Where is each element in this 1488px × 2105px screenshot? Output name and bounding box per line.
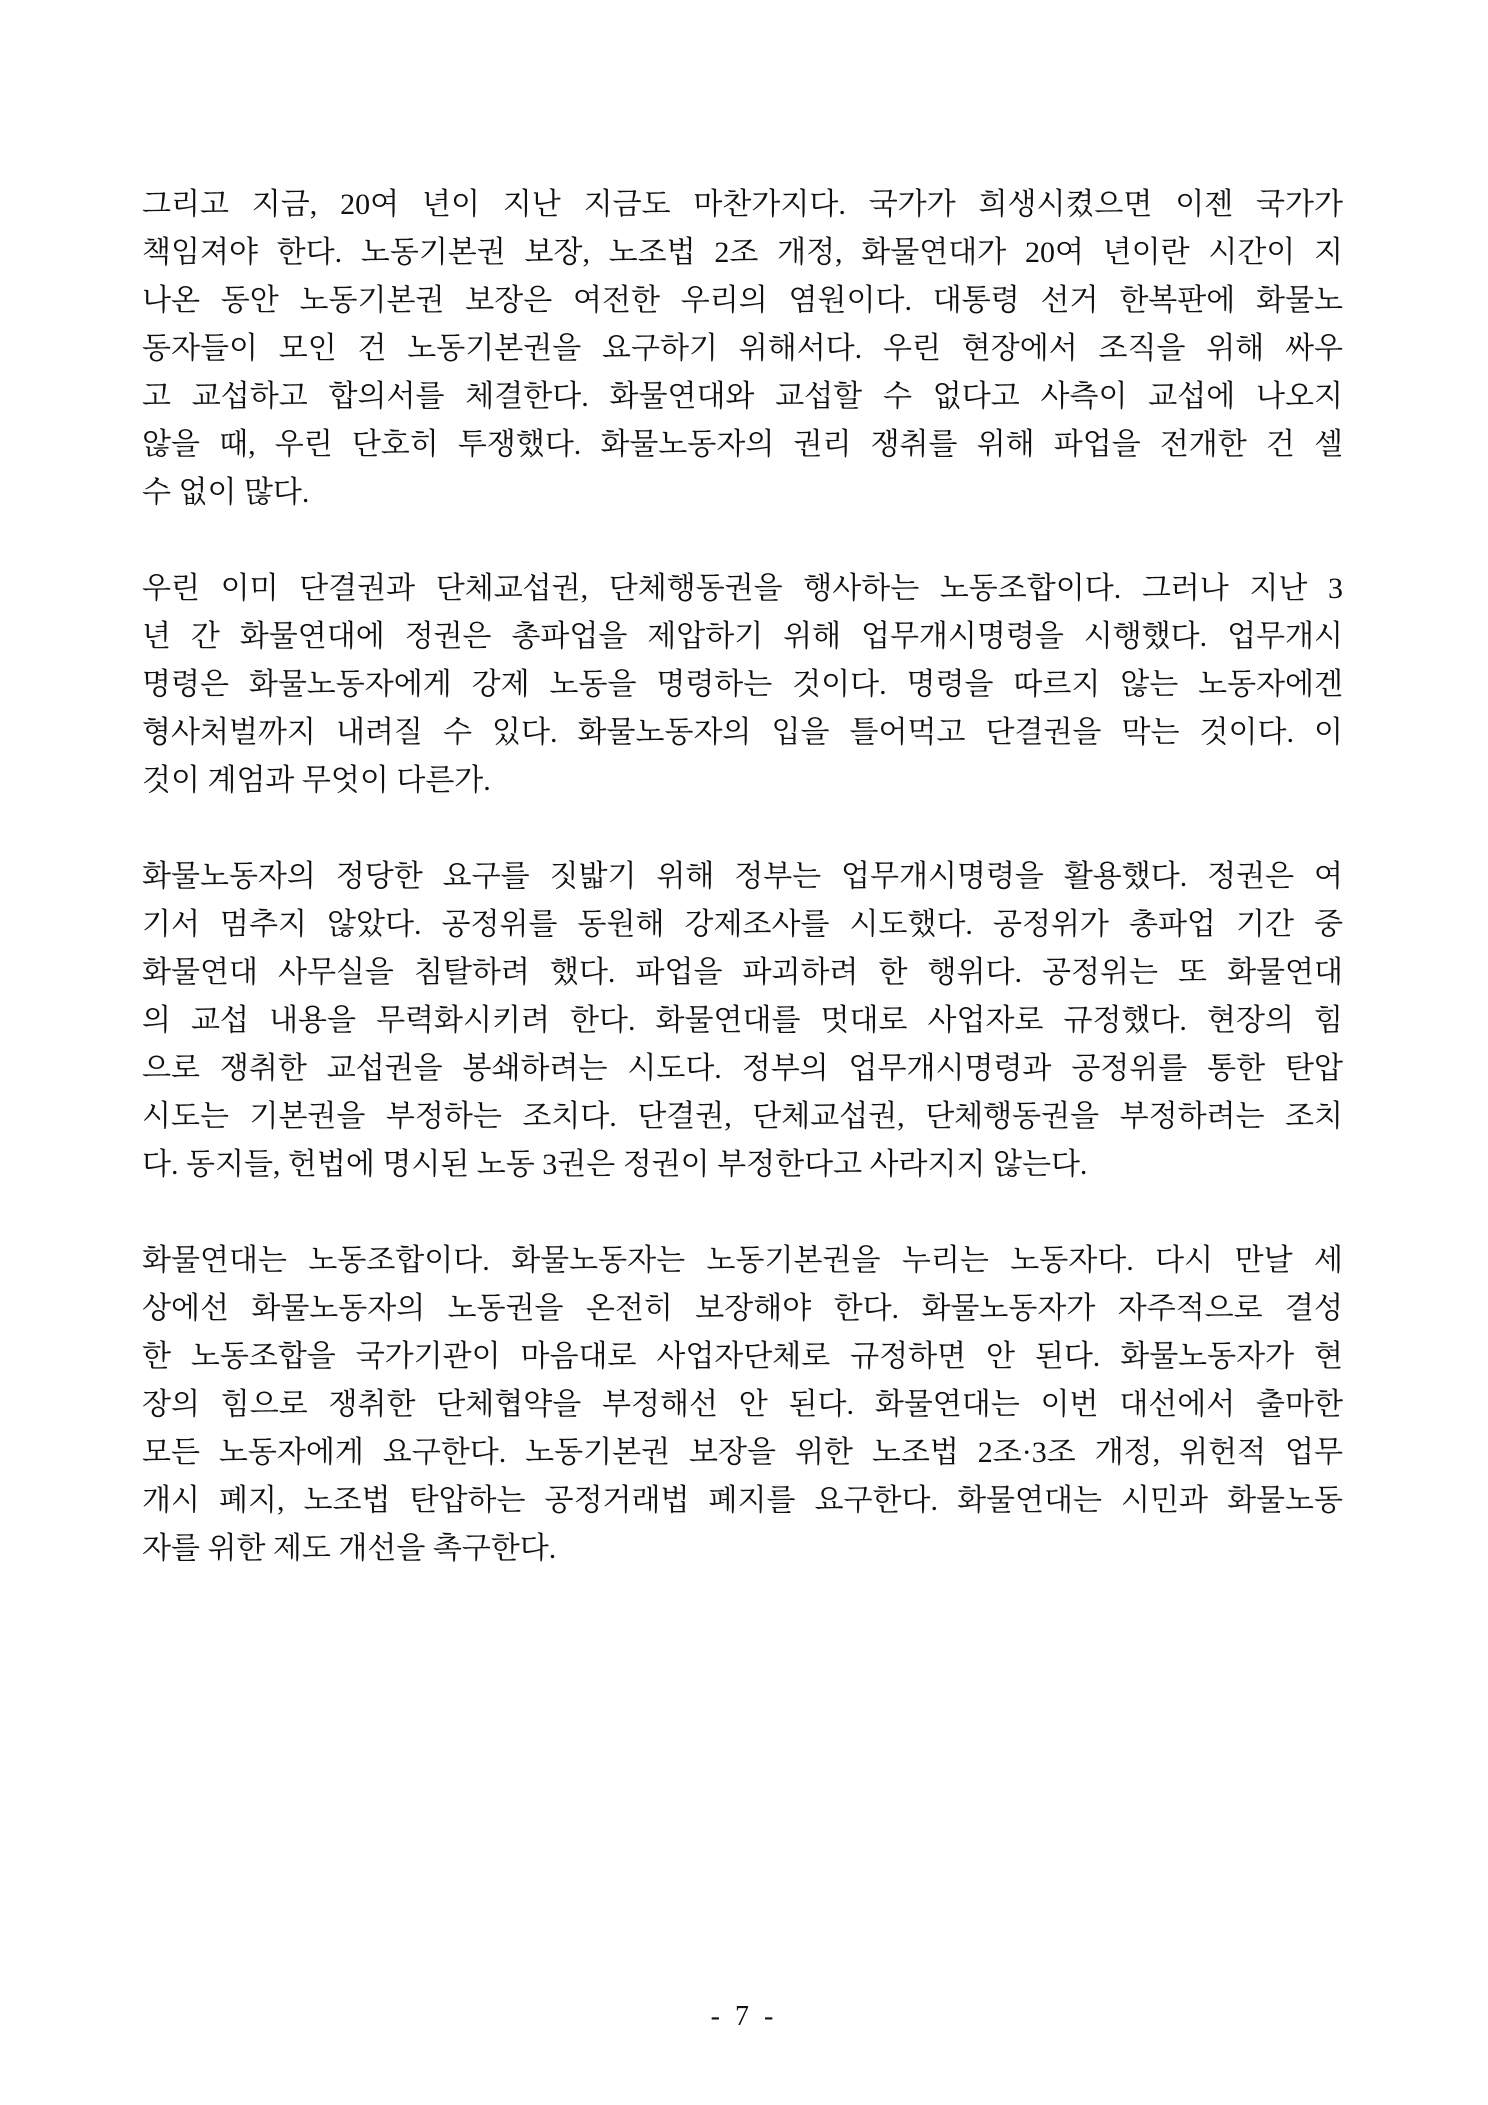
text-line: 않을 때, 우린 단호히 투쟁했다. 화물노동자의 권리 쟁취를 위해 파업을 전개한 건 셀 <box>142 428 1343 461</box>
text-line: 수 없이 많다. <box>142 476 310 509</box>
page-footer <box>0 2000 1488 2034</box>
text-line: 모든 노동자에게 요구한다. 노동기본권 보장을 위한 노조법 2조·3조 개정, 위헌적 업무 <box>142 1436 1343 1469</box>
text-line: 명령은 화물노동자에게 강제 노동을 명령하는 것이다. 명령을 따르지 않는 노동자에겐 <box>142 668 1343 701</box>
text-line: 으로 쟁취한 교섭권을 봉쇄하려는 시도다. 정부의 업무개시명령과 공정위를 통한 탄압 <box>142 1052 1343 1085</box>
text-line: 그리고 지금, 20여 년이 지난 지금도 마찬가지다. 국가가 희생시켰으면 이젠 국가가 <box>142 188 1343 221</box>
text-line: 우린 이미 단결권과 단체교섭권, 단체행동권을 행사하는 노동조합이다. 그러나 지난 3 <box>142 572 1343 605</box>
text-line: 화물연대 사무실을 침탈하려 했다. 파업을 파괴하려 한 행위다. 공정위는 또 화물연대 <box>142 956 1343 989</box>
text-line: 년 간 화물연대에 정권은 총파업을 제압하기 위해 업무개시명령을 시행했다. 업무개시 <box>142 620 1343 653</box>
text-line: 자를 위한 제도 개선을 촉구한다. <box>142 1532 557 1565</box>
text-line: 화물연대는 노동조합이다. 화물노동자는 노동기본권을 누리는 노동자다. 다시 만날 세 <box>142 1244 1343 1277</box>
paragraph <box>142 181 1343 517</box>
text-line: 한 노동조합을 국가기관이 마음대로 사업자단체로 규정하면 안 된다. 화물노동자가 현 <box>142 1340 1343 1373</box>
text-line: 다. 동지들, 헌법에 명시된 노동 3권은 정권이 부정한다고 사라지지 않는다. <box>142 1148 1088 1181</box>
text-line: 책임져야 한다. 노동기본권 보장, 노조법 2조 개정, 화물연대가 20여 년이란 시간이 지 <box>142 236 1343 269</box>
text-line: 시도는 기본권을 부정하는 조치다. 단결권, 단체교섭권, 단체행동권을 부정하려는 조치 <box>142 1100 1343 1133</box>
text-line: 화물노동자의 정당한 요구를 짓밟기 위해 정부는 업무개시명령을 활용했다. 정권은 여 <box>142 860 1343 893</box>
text-line: 상에선 화물노동자의 노동권을 온전히 보장해야 한다. 화물노동자가 자주적으로 결성 <box>142 1292 1343 1325</box>
text-line: 형사처벌까지 내려질 수 있다. 화물노동자의 입을 틀어먹고 단결권을 막는 것이다. 이 <box>142 716 1343 749</box>
document-body <box>142 181 1343 1621</box>
text-line: 나온 동안 노동기본권 보장은 여전한 우리의 염원이다. 대통령 선거 한복판에 화물노 <box>142 284 1343 317</box>
text-line: 것이 계엄과 무엇이 다른가. <box>142 764 491 797</box>
text-line: 동자들이 모인 건 노동기본권을 요구하기 위해서다. 우린 현장에서 조직을 위해 싸우 <box>142 332 1343 365</box>
paragraph <box>142 1237 1343 1573</box>
text-line: 개시 폐지, 노조법 탄압하는 공정거래법 폐지를 요구한다. 화물연대는 시민과 화물노동 <box>142 1484 1343 1517</box>
text-line: 기서 멈추지 않았다. 공정위를 동원해 강제조사를 시도했다. 공정위가 총파업 기간 중 <box>142 908 1343 941</box>
paragraph <box>142 565 1343 805</box>
text-line: 고 교섭하고 합의서를 체결한다. 화물연대와 교섭할 수 없다고 사측이 교섭에 나오지 <box>142 380 1343 413</box>
text-line: 의 교섭 내용을 무력화시키려 한다. 화물연대를 멋대로 사업자로 규정했다. 현장의 힘 <box>142 1004 1343 1037</box>
paragraph <box>142 853 1343 1189</box>
page-number: - 7 - <box>710 2001 778 2032</box>
text-line: 장의 힘으로 쟁취한 단체협약을 부정해선 안 된다. 화물연대는 이번 대선에서 출마한 <box>142 1388 1343 1421</box>
